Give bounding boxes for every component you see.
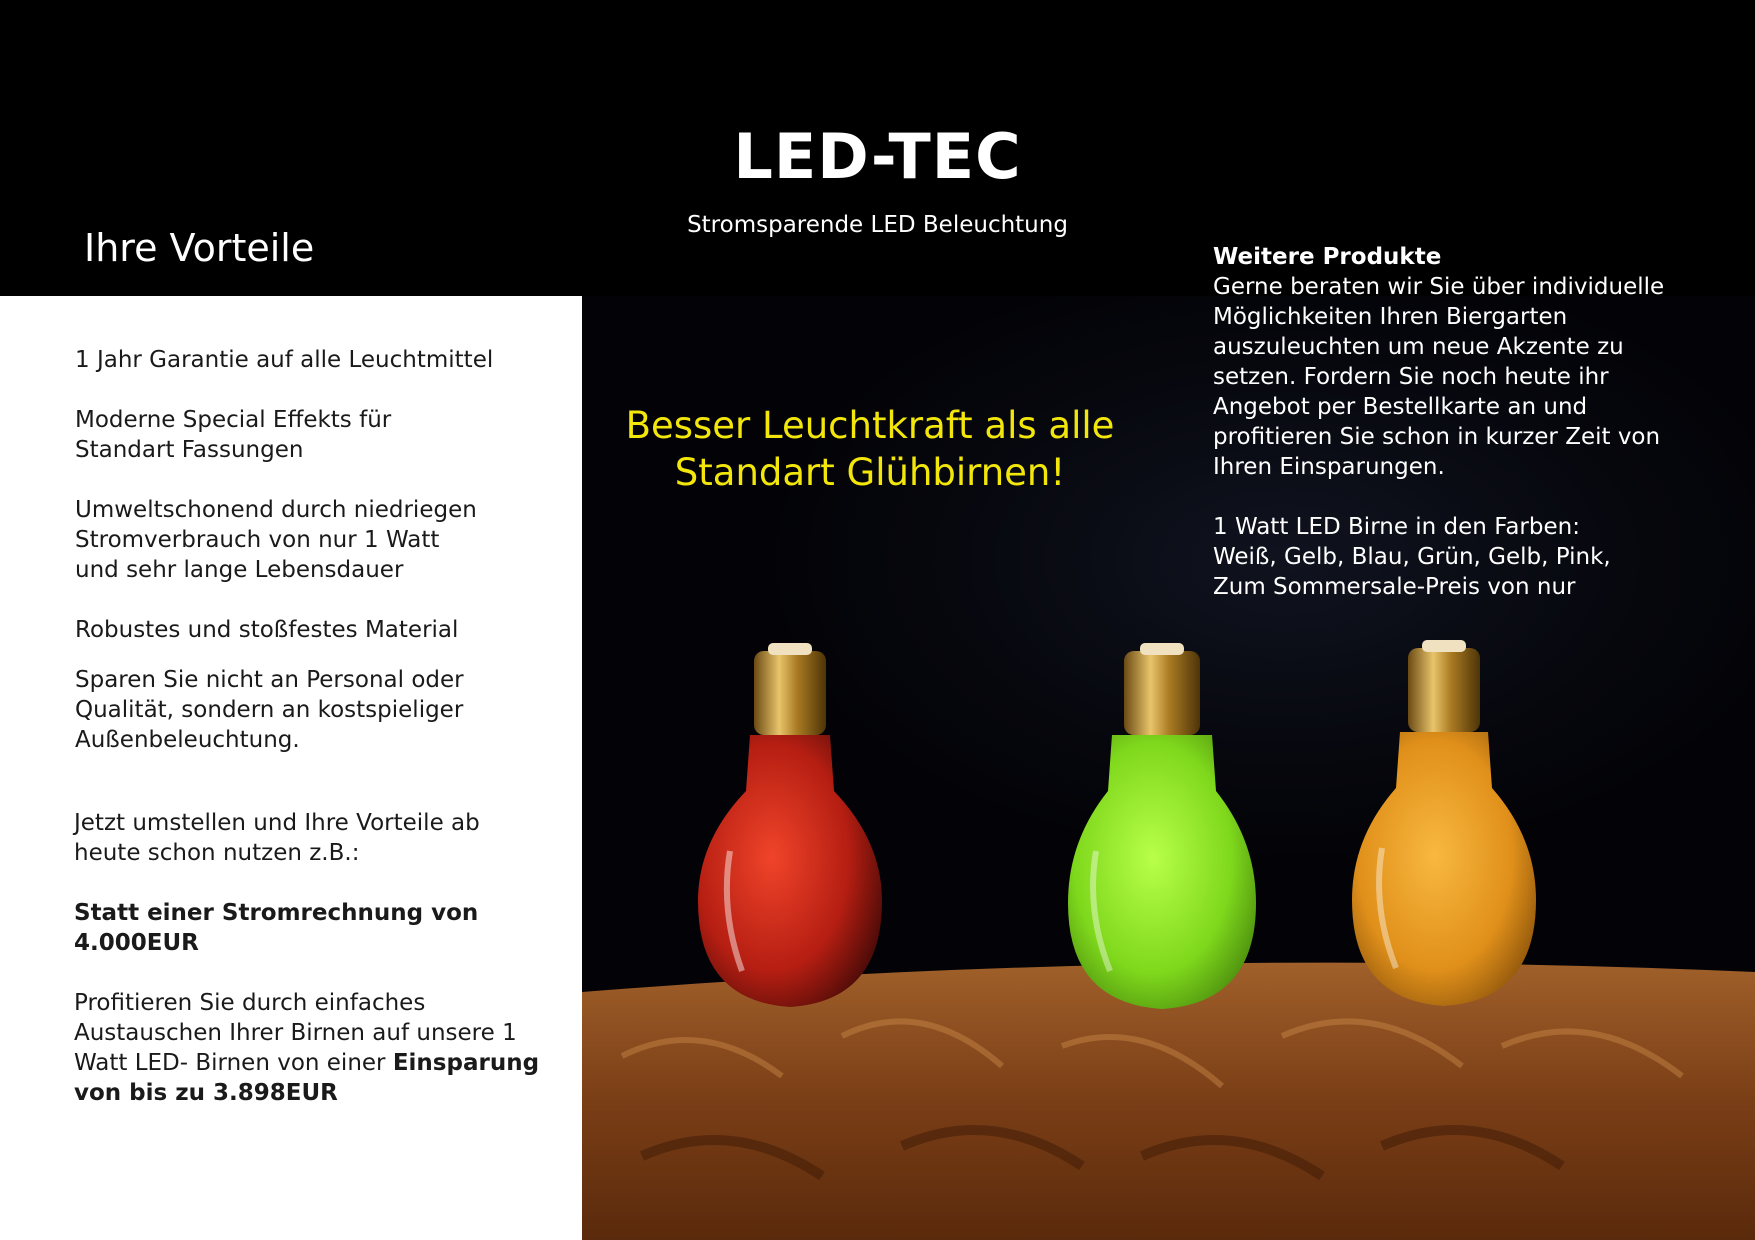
benefit-item: Moderne Special Effekts für Standart Fassungen: [75, 407, 392, 463]
advantages-heading: Ihre Vorteile: [84, 226, 315, 270]
electricity-bill-note: Statt einer Stromrechnung von 4.000EUR: [74, 900, 479, 956]
cta-intro: Jetzt umstellen und Ihre Vorteile ab heute schon nutzen z.B.:: [74, 810, 480, 866]
benefit-item: Sparen Sie nicht an Personal oder Qualität, sondern an kostspieliger Außenbeleuchtung.: [75, 667, 464, 753]
savings-amount: Einsparung von bis zu 3.898EUR: [74, 1050, 540, 1106]
bulb-colors-text: 1 Watt LED Birne in den Farben: Weiß, Gelb, Blau, Grün, Gelb, Pink, Zum Sommersale-Preis von nur: [1213, 514, 1611, 600]
savings-prefix: Profitieren Sie durch einfaches Austauschen Ihrer Birnen auf unsere 1 Watt LED- Birnen von einer: [74, 990, 517, 1076]
more-products-text: Gerne beraten wir Sie über individuelle Möglichkeiten Ihren Biergarten auszuleuchten um neue Akzente zu setzen. Fordern Sie noch heute ihr Angebot per Bestellkarte an und profitieren Sie schon in kurzer Zeit von Ihren Einsparungen.: [1213, 274, 1665, 480]
brand-title: LED-TEC: [733, 120, 1022, 193]
savings-note: [74, 988, 554, 1108]
spacer: [1213, 482, 1683, 512]
highlight-slogan: Besser Leuchtkraft als alle Standart Glühbirnen!: [625, 404, 1115, 494]
more-products: [1213, 242, 1683, 602]
red-bulb: [698, 643, 882, 1007]
more-products-heading: Weitere Produkte: [1213, 244, 1442, 270]
brand-subtitle: Stromsparende LED Beleuchtung: [687, 212, 1068, 238]
benefit-item: 1 Jahr Garantie auf alle Leuchtmittel: [75, 347, 494, 373]
orange-bulb: [1352, 640, 1536, 1006]
benefit-item: Umweltschonend durch niedriegen Stromverbrauch von nur 1 Watt und sehr lange Lebensdauer: [75, 497, 477, 583]
benefit-item: Robustes und stoßfestes Material: [75, 617, 459, 643]
green-bulb: [1068, 643, 1256, 1009]
